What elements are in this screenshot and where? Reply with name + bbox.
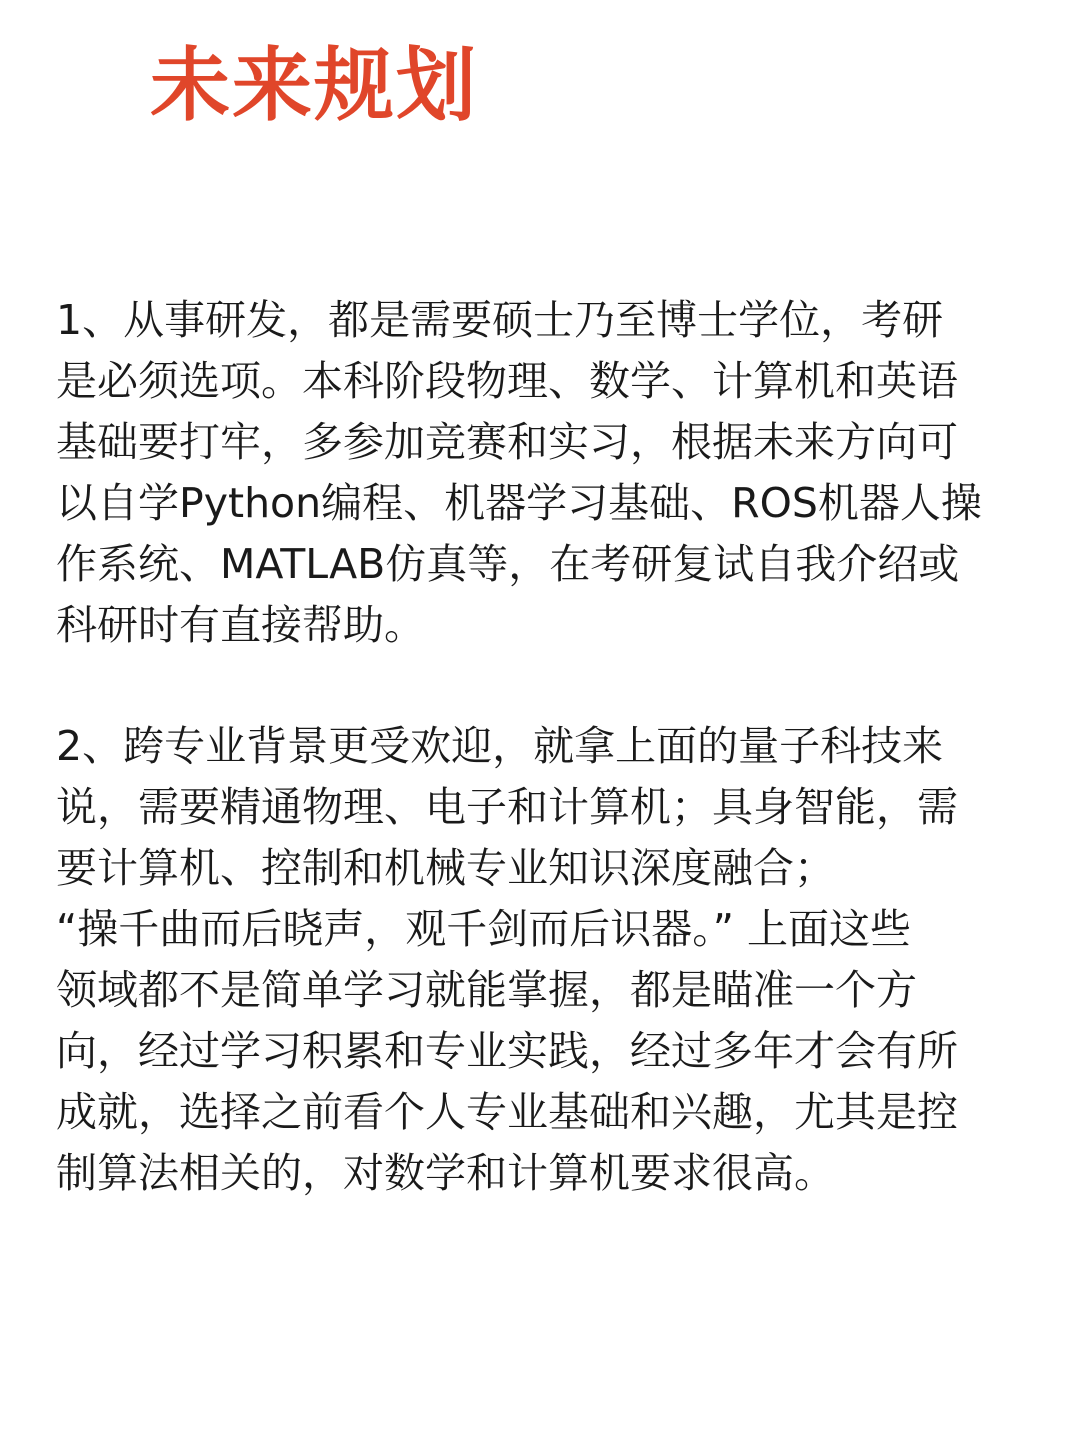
paragraph-line: “操千曲而后晓声，观千剑而后识器。” 上面这些 — [56, 905, 912, 953]
paragraph-line: 1、从事研发，都是需要硕士乃至博士学位，考研 — [56, 296, 944, 344]
paragraph-line: 说，需要精通物理、电子和计算机；具身智能，需 — [56, 783, 958, 831]
paragraph-line: 基础要打牢，多参加竞赛和实习，根据未来方向可 — [56, 418, 958, 466]
paragraph-line: 科研时有直接帮助。 — [56, 601, 425, 649]
paragraph-line: 向，经过学习积累和专业实践，经过多年才会有所 — [56, 1027, 958, 1075]
paragraph-line: 以自学Python编程、机器学习基础、ROS机器人操 — [56, 479, 982, 527]
paragraph-line: 作系统、MATLAB仿真等，在考研复试自我介绍或 — [56, 540, 960, 588]
paragraph-line: 要计算机、控制和机械专业知识深度融合； — [56, 844, 835, 892]
paragraph-1 — [56, 290, 1026, 656]
page-title: 未来规划 — [150, 39, 478, 132]
paragraph-line: 是必须选项。本科阶段物理、数学、计算机和英语 — [56, 357, 958, 405]
paragraph-line: 领域都不是简单学习就能掌握，都是瞄准一个方 — [56, 966, 917, 1014]
paragraph-line: 成就，选择之前看个人专业基础和兴趣，尤其是控 — [56, 1088, 958, 1136]
paragraph-line: 2、跨专业背景更受欢迎，就拿上面的量子科技来 — [56, 722, 944, 770]
paragraph-2 — [56, 716, 1026, 1204]
paragraph-line: 制算法相关的，对数学和计算机要求很高。 — [56, 1149, 835, 1197]
